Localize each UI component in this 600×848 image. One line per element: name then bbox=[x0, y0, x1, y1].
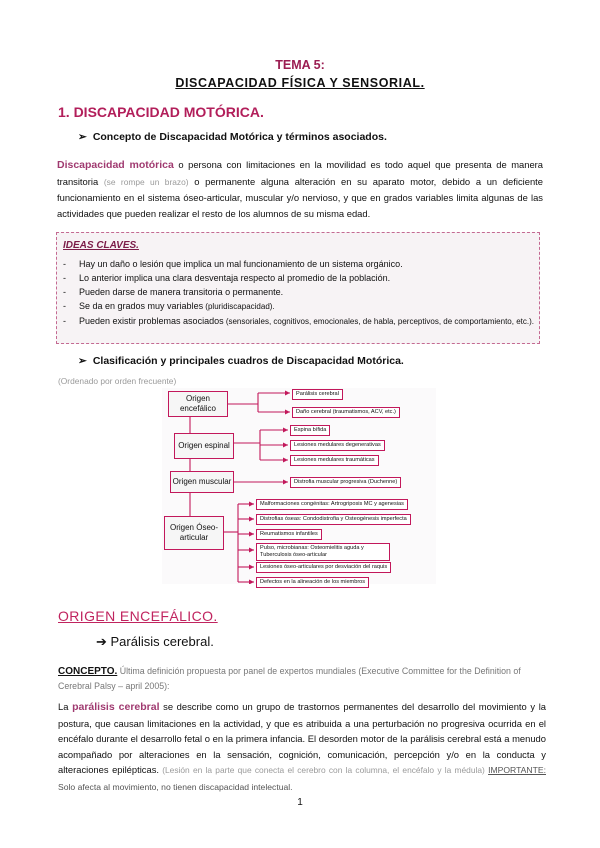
ideas-claves-title: IDEAS CLAVES. bbox=[63, 240, 139, 251]
list-item: - Pueden existir problemas asociados (sensoriales, cognitivos, emocionales, de habla, perceptivos, de comportamiento, etc.). bbox=[61, 314, 535, 329]
leaf-paralisis-cerebral: Parálisis cerebral bbox=[292, 389, 343, 400]
definition-term: Discapacidad motórica bbox=[57, 159, 174, 171]
leaf-distrofia-muscular: Distrofia muscular progresiva (Duchenne) bbox=[290, 477, 401, 488]
node-origen-oseo-articular: Origen Óseo-articular bbox=[164, 516, 224, 550]
arrow-right-icon: ➔ bbox=[96, 634, 111, 649]
arrow-bullet-icon: ➢ bbox=[78, 131, 87, 143]
leaf-microbianas: Pulso, microbianas: Osteomielitis aguda y Tuberculosis óseo-articular bbox=[256, 543, 390, 561]
leaf-alineacion-miembros: Defectos en la alineación de los miembros bbox=[256, 577, 369, 588]
section-heading-encefalico: ORIGEN ENCEFÁLICO. bbox=[58, 608, 218, 624]
leaf-dano-cerebral: Daño cerebral (traumatismos, ACV, etc.) bbox=[292, 407, 400, 418]
leaf-malformaciones: Malformaciones congénitas: Artrogriposis MC y agenesias bbox=[256, 499, 408, 510]
order-note: (Ordenado por orden frecuente) bbox=[58, 376, 177, 386]
list-item: - Hay un daño o lesión que implica un mal funcionamiento de un sistema orgánico. bbox=[61, 257, 535, 271]
subheading-concepto: ➢ Concepto de Discapacidad Motórica y términos asociados. bbox=[78, 131, 387, 143]
leaf-lesiones-degenerativas: Lesiones medulares degenerativas bbox=[290, 440, 385, 451]
cerebral-palsy-paragraph: La parálisis cerebral se describe como un grupo de trastornos permanentes del desarrollo del movimiento y la postura, que causan limitaciones en la actividad, y que es atribuida a una perturbación no progresiva ocurrida en el encéfalo durante el desarrollo fetal o en la primera infancia. El desorden motor de la parálisis cerebral está a menudo acompañado por alteraciones en la sensación, cognición, comunicación, percepción y/o en la conducta y alteraciones epilépticas. (Lesión en la parte que conecta el cerebro con la columna, el encéfalo y la médula) IMPORTANTE: Solo afecta al movimiento, no tienen discapacidad intelectual. bbox=[58, 701, 546, 792]
list-item: - Lo anterior implica una clara desventaja respecto al promedio de la población. bbox=[61, 271, 535, 285]
list-item: - Pueden darse de manera transitoria o permanente. bbox=[61, 285, 535, 299]
importante-label: IMPORTANTE: bbox=[488, 765, 546, 775]
definition-paragraph: Discapacidad motórica o persona con limitaciones en la movilidad es todo aquel que presenta de manera transitoria (se rompe un brazo) o permanente alguna alteración en su aparato motor, debido a un deficiente funcionamiento en el sistema óseo-articular, muscular y/o nervioso, y que en grados variables limita algunas de las actividades que pueden realizar el resto de los alumnos de su misma edad. bbox=[57, 159, 543, 219]
tema-number: TEMA 5: bbox=[275, 58, 325, 72]
leaf-reumatismos: Reumatismos infantiles bbox=[256, 529, 322, 540]
leaf-espina-bifida: Espina bífida bbox=[290, 425, 330, 436]
section-heading-motorica: 1. DISCAPACIDAD MOTÓRICA. bbox=[58, 104, 264, 120]
leaf-desviacion-raquis: Lesiones óseo-articulares por desviación del raquis bbox=[256, 562, 391, 573]
ideas-claves-box bbox=[56, 232, 540, 344]
ideas-list bbox=[61, 257, 535, 329]
leaf-distrofias-oseas: Distrofias óseas: Condodistrofia y Osteogénesis imperfecta bbox=[256, 514, 411, 525]
list-item: - Se da en grados muy variables (pluridiscapacidad). bbox=[61, 299, 535, 314]
definition-note: (se rompe un brazo) bbox=[103, 176, 189, 187]
leaf-lesiones-traumaticas: Lesiones medulares traumáticas bbox=[290, 455, 379, 466]
concept-label: CONCEPTO. bbox=[58, 666, 118, 677]
node-origen-espinal: Origen espinal bbox=[174, 433, 234, 459]
document-title: DISCAPACIDAD FÍSICA Y SENSORIAL. bbox=[175, 76, 425, 90]
subheading-clasificacion: ➢ Clasificación y principales cuadros de Discapacidad Motórica. bbox=[78, 355, 404, 367]
arrow-bullet-icon: ➢ bbox=[78, 355, 87, 367]
subheading-paralisis: ➔ Parálisis cerebral. bbox=[96, 634, 214, 649]
paralisis-term: parálisis cerebral bbox=[72, 701, 160, 713]
page-number: 1 bbox=[297, 797, 303, 808]
classification-diagram bbox=[162, 388, 436, 584]
concept-paragraph: CONCEPTO. Última definición propuesta por panel de expertos mundiales (Executive Committee for the Definition of Cerebral Palsy – april 2005): bbox=[58, 666, 521, 691]
node-origen-muscular: Origen muscular bbox=[170, 471, 234, 493]
node-origen-encefalico: Origen encefálico bbox=[168, 391, 228, 417]
